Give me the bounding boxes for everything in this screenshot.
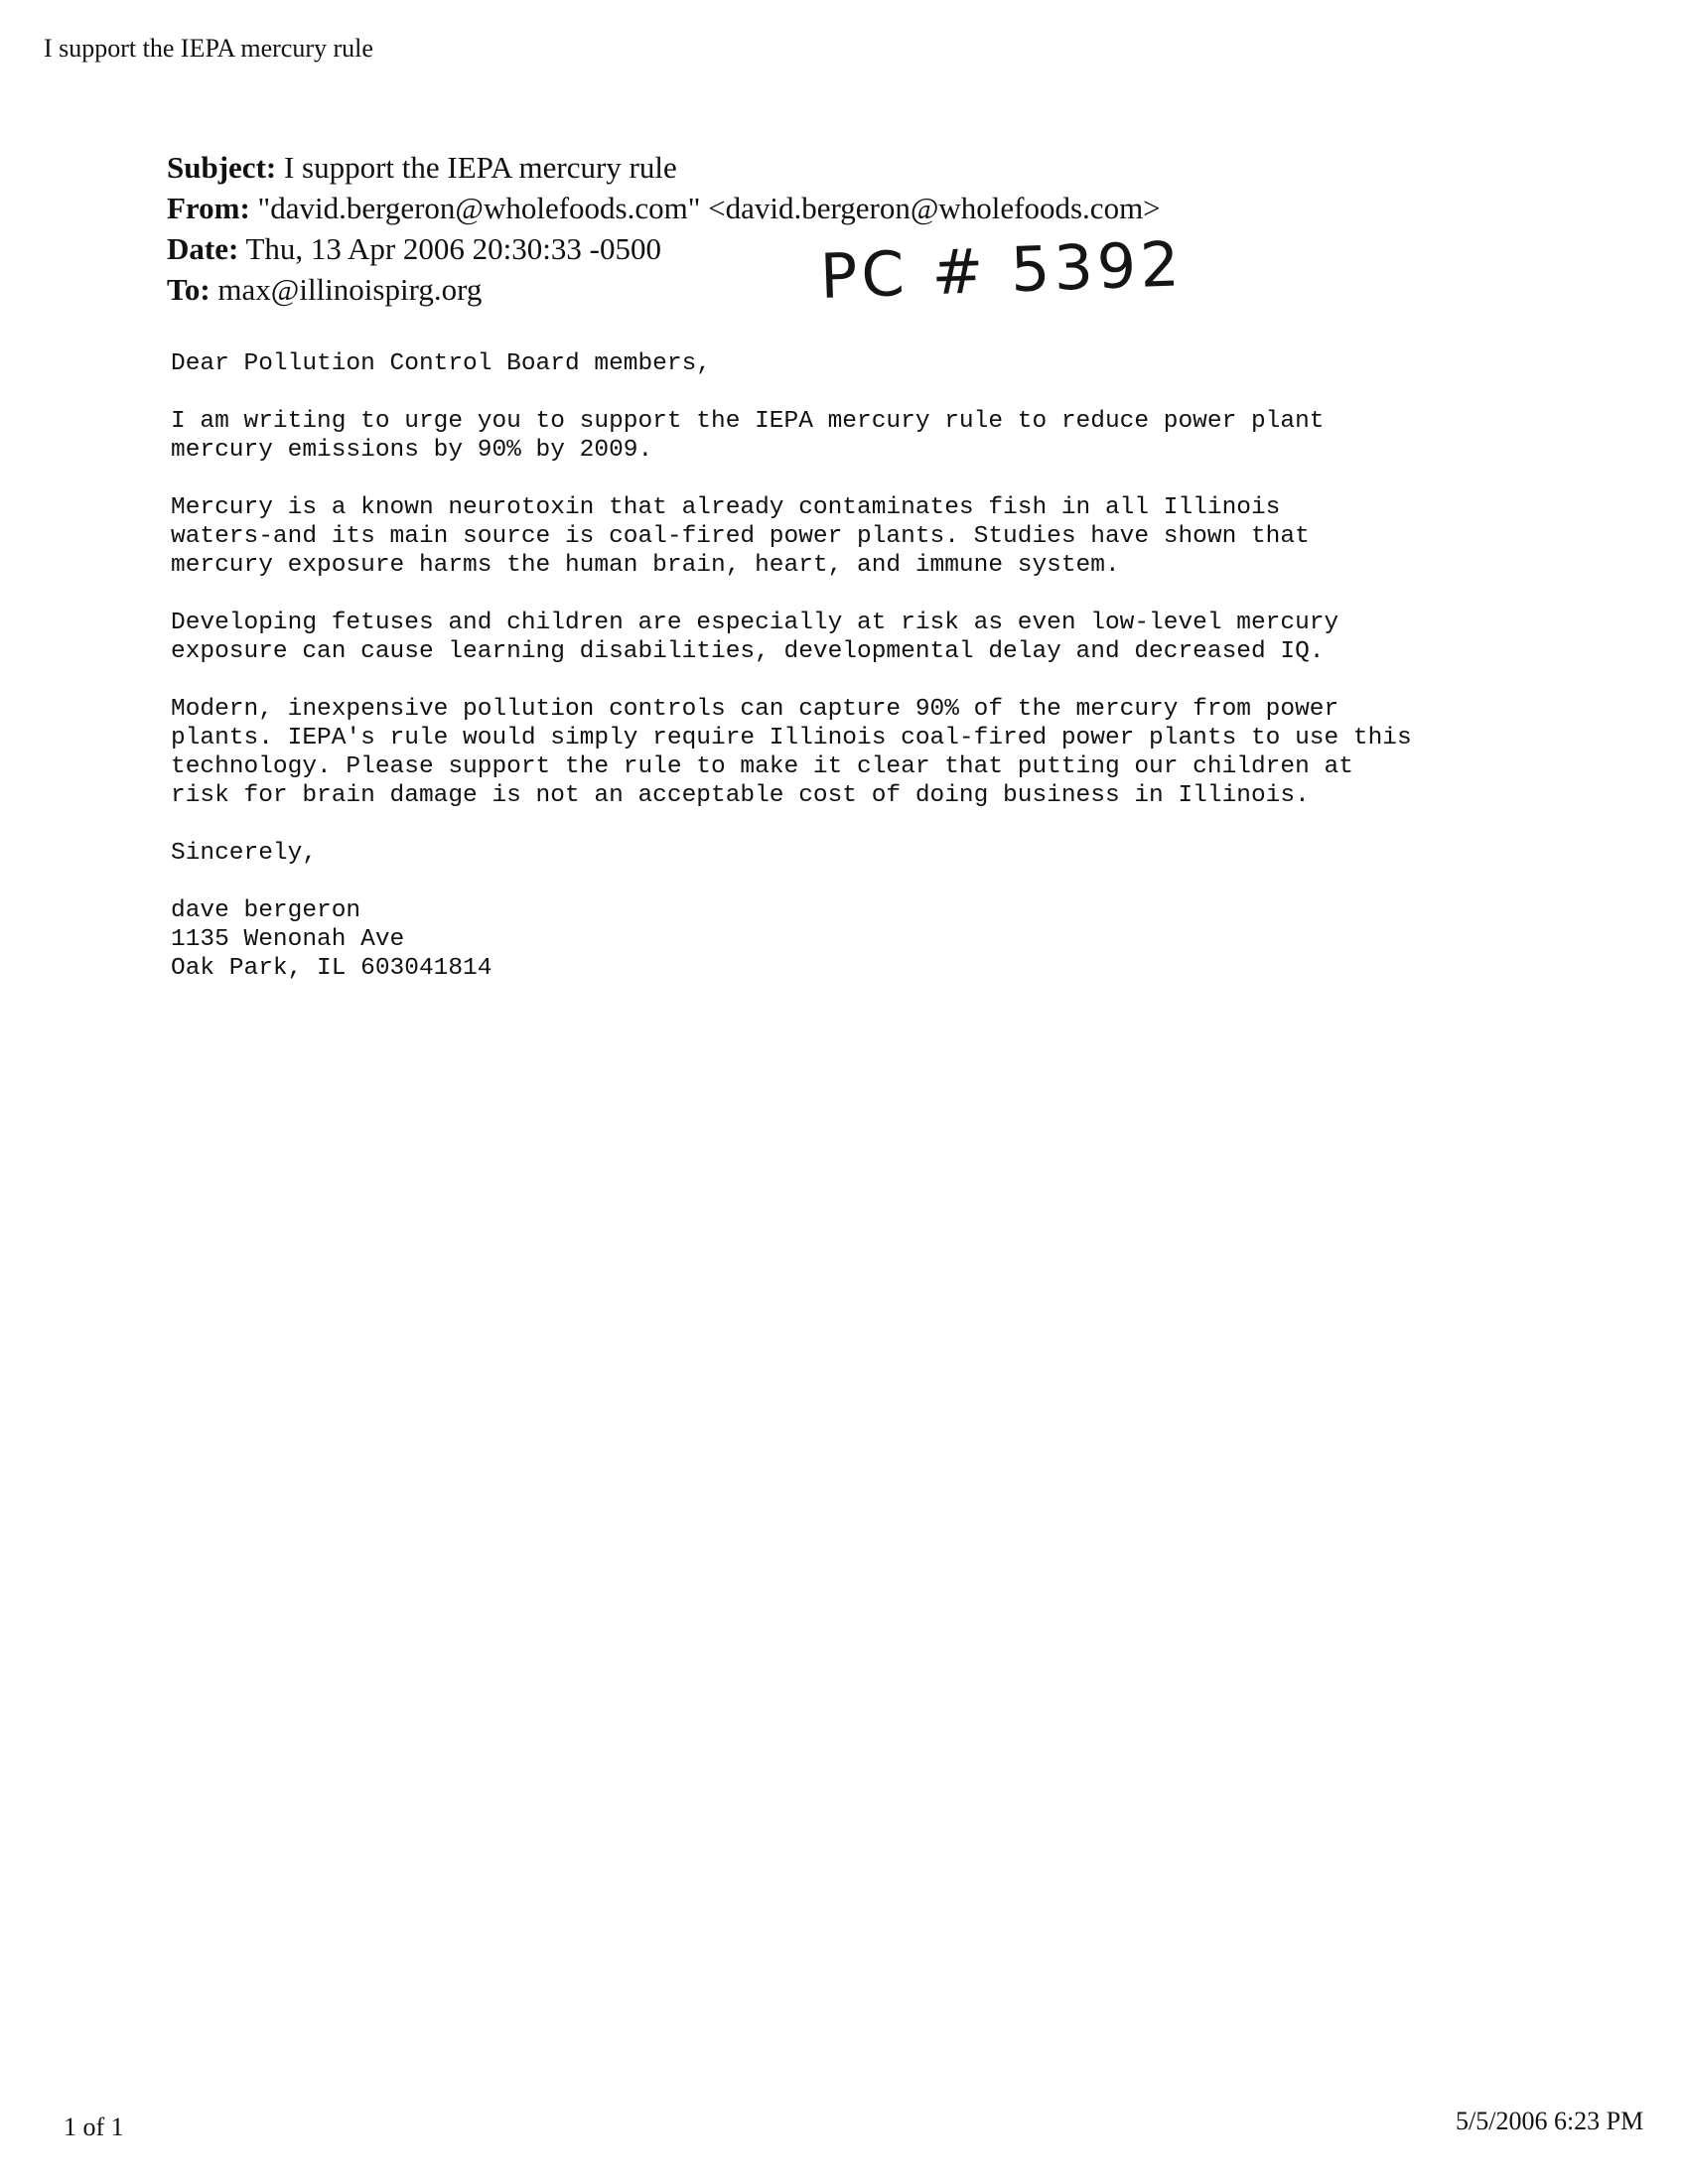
from-value: "david.bergeron@wholefoods.com" <david.bergeron@wholefoods.com> bbox=[257, 191, 1161, 225]
subject-line bbox=[167, 147, 1161, 188]
date-label: Date: bbox=[167, 231, 239, 266]
to-label: To: bbox=[167, 272, 210, 307]
email-body bbox=[171, 349, 1601, 983]
page-header-title: I support the IEPA mercury rule bbox=[44, 34, 373, 63]
signature-block bbox=[171, 896, 1601, 983]
body-paragraph-4: Modern, inexpensive pollution controls can capture 90% of the mercury from power plants. IEPA's rule would simply require Illinois coal-fired power plants to use this technology. Please support the rule to make it clear that putting our children at risk for brain damage is not an acceptable cost of doing business in Illinois. bbox=[171, 696, 1412, 809]
body-paragraph-3: Developing fetuses and children are especially at risk as even low-level mercury exposure can cause learning disabilities, developmental delay and decreased IQ. bbox=[171, 610, 1339, 665]
body-paragraph-1: I am writing to urge you to support the IEPA mercury rule to reduce power plant mercury emissions by 90% by 2009. bbox=[171, 408, 1325, 464]
subject-value: I support the IEPA mercury rule bbox=[283, 150, 677, 185]
signature-city: Oak Park, IL 603041814 bbox=[171, 955, 492, 982]
date-value: Thu, 13 Apr 2006 20:30:33 -0500 bbox=[245, 231, 661, 266]
print-timestamp: 5/5/2006 6:23 PM bbox=[1456, 2107, 1644, 2135]
signature-street: 1135 Wenonah Ave bbox=[171, 926, 405, 953]
closing: Sincerely, bbox=[171, 840, 318, 867]
from-label: From: bbox=[167, 191, 250, 225]
subject-label: Subject: bbox=[167, 150, 277, 185]
body-paragraph-2: Mercury is a known neurotoxin that already contaminates fish in all Illinois waters-and its main source is coal-fired power plants. Studies have shown that mercury exposure harms the human brain, heart, and immune system. bbox=[171, 494, 1310, 579]
salutation: Dear Pollution Control Board members, bbox=[171, 350, 711, 377]
page-count: 1 of 1 bbox=[64, 2113, 124, 2141]
handwritten-pc-number: PC # 5392 bbox=[818, 227, 1185, 313]
signature-name: dave bergeron bbox=[171, 897, 361, 924]
to-value: max@illinoispirg.org bbox=[217, 272, 483, 307]
from-line bbox=[167, 188, 1161, 228]
